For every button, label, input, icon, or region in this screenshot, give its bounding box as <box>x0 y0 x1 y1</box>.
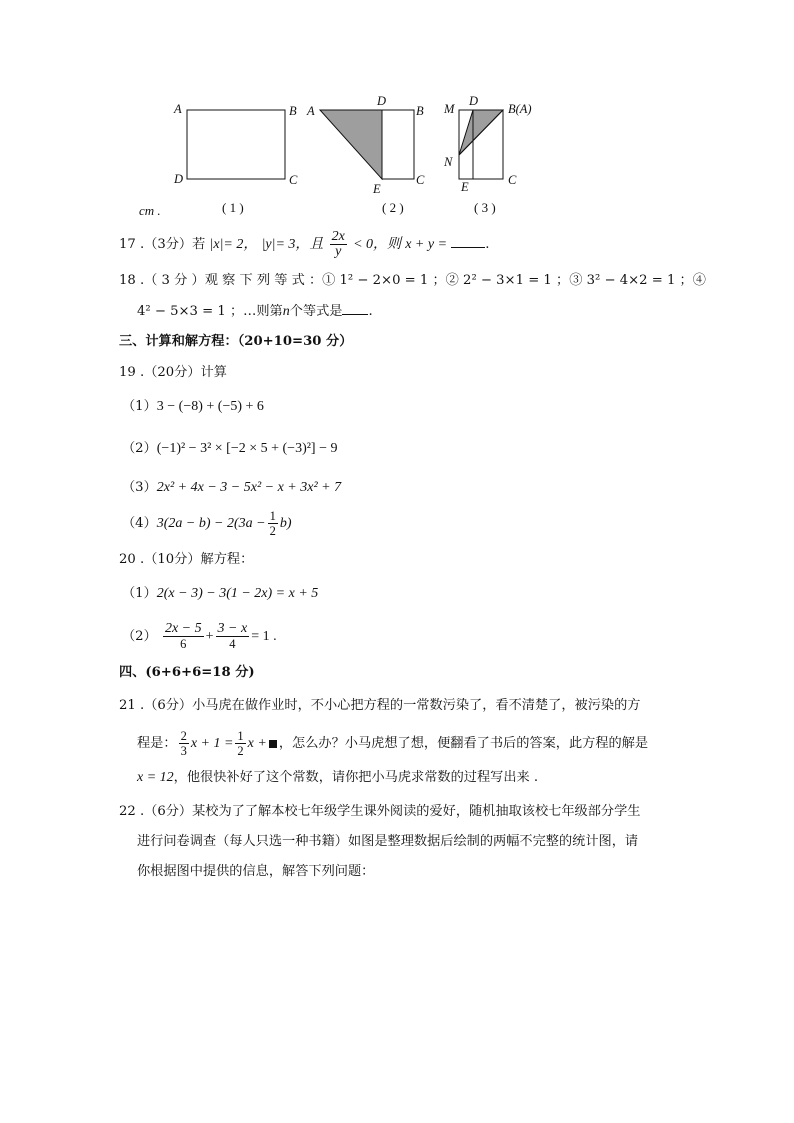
question-22-line3: 你根据图中提供的信息，解答下列问题： <box>137 864 375 879</box>
fig3-label-n: N <box>444 155 453 169</box>
fig1-rectangle <box>187 110 285 179</box>
question-20-head: 20 .（10分）解方程： <box>119 552 254 567</box>
question-21-line1: 21 .（6分）小马虎在做作业时，不小心把方程的一常数污染了，看不清楚了，被污染的方 <box>119 698 641 713</box>
fig3-label-c: C <box>508 173 517 187</box>
fig3-label-e: E <box>461 180 469 194</box>
fig2-label-d: D <box>377 94 387 108</box>
question-21-line2: 程是： $\frac{2}{3}$ x + 1 = $\frac{1}{2}$ x + ，怎么办？小马虎想了想，便翻看了书后的答案，此方程的解是 <box>137 729 649 758</box>
fig3-label-m: M <box>444 102 455 116</box>
fig2-label-c: C <box>416 173 425 187</box>
q20-fraction-2: $\frac{3 - x}{4}$ <box>217 621 248 651</box>
q20-fraction-1: $\frac{2x - 5}{6}$ <box>164 621 202 651</box>
fig2-label-a: A <box>307 104 315 118</box>
q18-n: n <box>282 304 290 319</box>
q19-p4-fraction: $\frac{1}{2}$ <box>269 509 276 538</box>
q17-answer-blank[interactable] <box>451 235 485 248</box>
q17-abs-y: |y|= 3，且 <box>261 237 324 252</box>
fig2-label-b: B <box>416 104 424 118</box>
fig1-label-b: B <box>289 104 297 118</box>
geometry-figures <box>0 0 794 230</box>
smudge-square-icon <box>269 740 277 748</box>
fig3-label-d: D <box>469 94 479 108</box>
question-21-line3: x = 12，他很快补好了这个常数，请你把小马虎求常数的过程写出来 . <box>137 770 539 785</box>
q17-expression: x + y = <box>405 237 448 252</box>
fig1-label-d: D <box>174 172 184 186</box>
q19-part1: （1）3 − (−8) + (−5) + 6 <box>122 399 264 414</box>
fig1-label-c: C <box>289 173 298 187</box>
fig2-strip <box>382 110 414 179</box>
q18-answer-blank[interactable] <box>342 302 368 315</box>
q17-abs-x: |x|= 2， <box>209 237 258 252</box>
question-22-line2: 进行问卷调查（每人只选一种书籍）如图是整理数据后绘制的两幅不完整的统计图，请 <box>137 834 639 849</box>
fig2-label-e: E <box>373 182 381 196</box>
section-3-heading: 三、计算和解方程：（20+10=30 分） <box>119 334 353 349</box>
q20-part1: （1）2(x − 3) − 3(1 − 2x) = x + 5 <box>122 586 319 601</box>
section-4-heading: 四、(6+6+6=18 分) <box>119 665 255 680</box>
fig1-caption: ( 1 ) <box>222 200 244 215</box>
q19-part3: （3）2x² + 4x − 3 − 5x² − x + 3x² + 7 <box>122 480 342 495</box>
fig3-caption: ( 3 ) <box>474 200 496 215</box>
q17-number: 17 . <box>119 237 145 252</box>
q19-part4: （4）3(2a − b) − 2(3a − $\frac{1}{2}$ b) <box>122 509 292 538</box>
q21-fraction-2: $\frac{1}{2}$ <box>237 729 244 758</box>
question-19-head: 19 .（20分）计算 <box>119 365 227 380</box>
fig2-caption: ( 2 ) <box>382 200 404 215</box>
q17-fraction: $\frac{2x}{y}$ <box>331 229 345 259</box>
fig2-shaded-triangle <box>320 110 382 179</box>
q17-condition: < 0，则 <box>353 237 402 252</box>
fig1-label-a: A <box>174 102 182 116</box>
q20-part2: （2） $\frac{2x - 5}{6}$ + $\frac{3 - x}{4}$ = 1 . <box>122 621 277 651</box>
question-22-line1: 22 .（6分）某校为了了解本校七年级学生课外阅读的爱好，随机抽取该校七年级部分学生 <box>119 804 641 819</box>
question-18-line2: 4² − 5×3 = 1 ；…则第n个等式是 . <box>137 304 373 319</box>
question-18-line1: 18 .（ 3 分 ）观 察 下 列 等 式 ：① 1² − 2×0 = 1 ；② 2² − 3×1 = 1 ；③ 3² − 4×2 = 1 ；④ <box>119 273 706 288</box>
q17-points: （3分）若 <box>144 237 206 252</box>
question-17: 17 .（3分）若 |x|= 2， |y|= 3，且 $\frac{2x}{y}$ < 0，则 x + y = . <box>119 229 490 259</box>
unit-text: cm . <box>139 203 161 218</box>
q21-fraction-1: $\frac{2}{3}$ <box>180 729 187 758</box>
fig3-label-ba: B(A) <box>508 102 532 116</box>
q19-part2: （2）(−1)² − 3² × [−2 × 5 + (−3)²] − 9 <box>122 441 338 456</box>
